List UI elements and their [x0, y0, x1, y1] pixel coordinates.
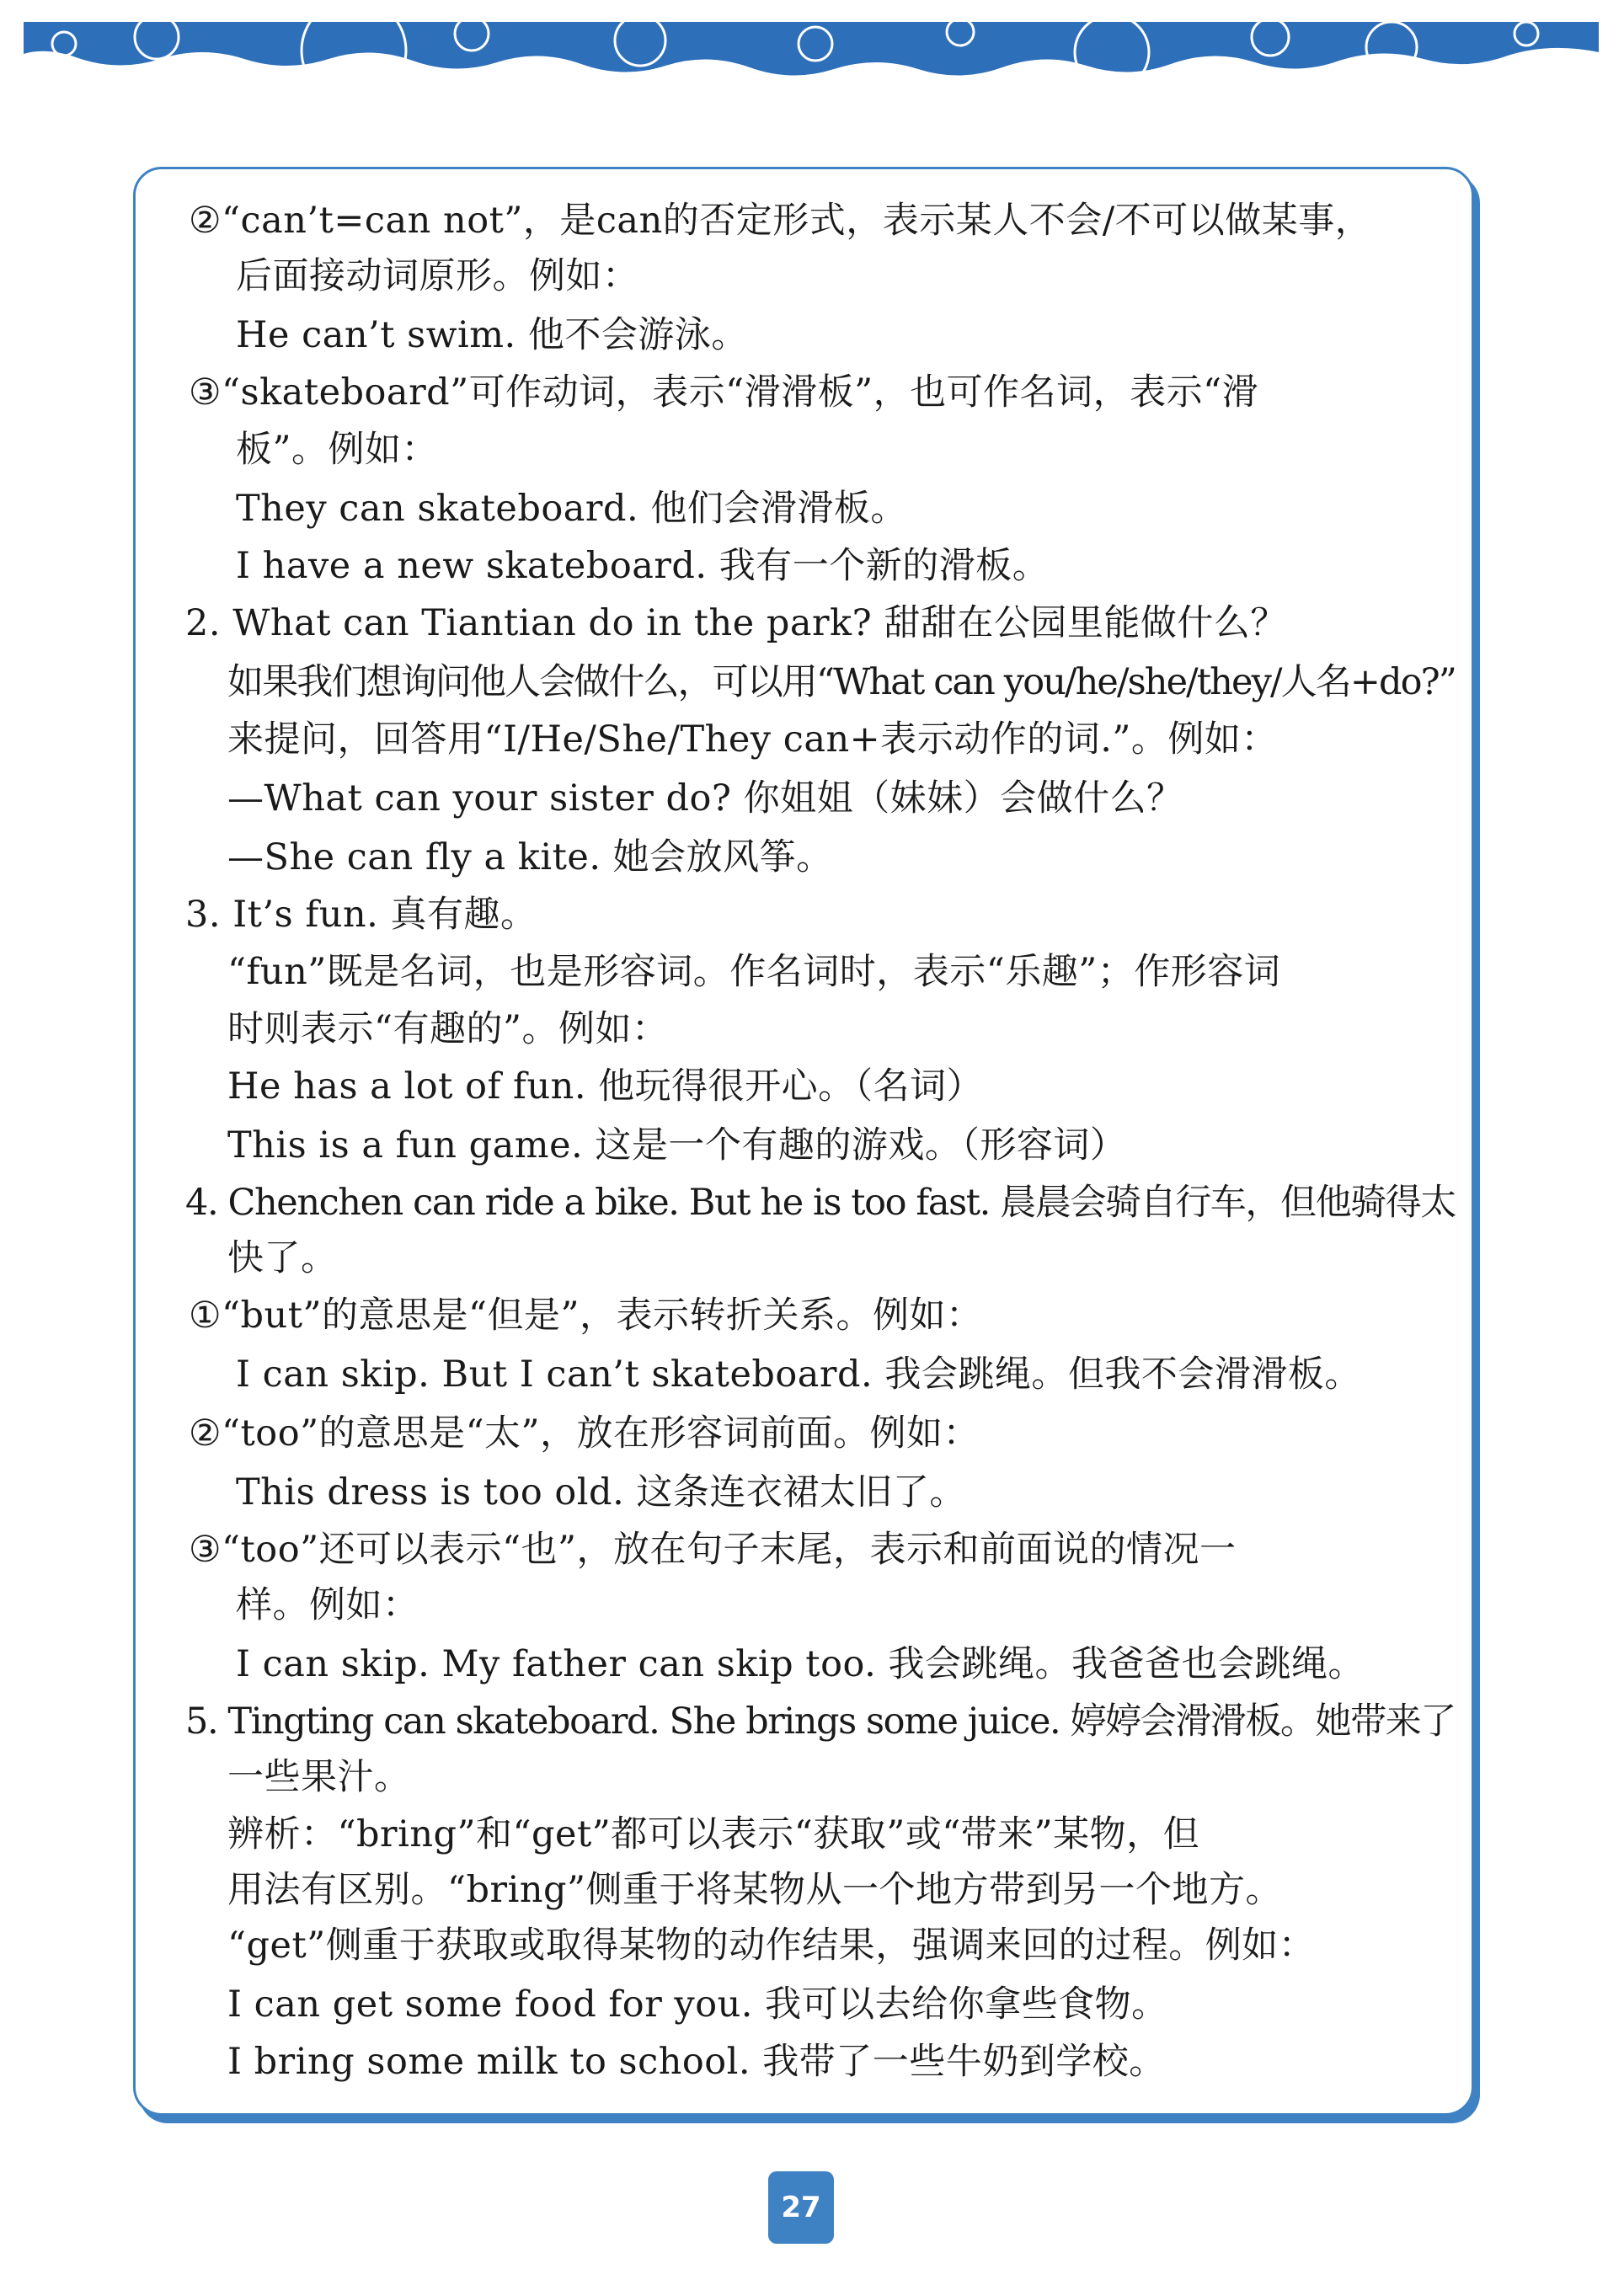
decorative-wave-band [0, 0, 1624, 93]
note-line: ③“too”还可以表示“也”，放在句子末尾，表示和前面说的情况一 [189, 1529, 1237, 1571]
note-line: 后面接动词原形。例如： [236, 255, 639, 297]
note-line: “get”侧重于获取或取得某物的动作结果，强调来回的过程。例如： [227, 1925, 1316, 1967]
example-line: —What can your sister do? 你姐姐（妹妹）会做什么？ [227, 777, 1183, 820]
note-line: 辨析：“bring”和“get”都可以表示“获取”或“带来”某物，但 [227, 1813, 1200, 1855]
note-line: ③“skateboard”可作动词，表示“滑滑板”，也可作名词，表示“滑 [189, 371, 1259, 414]
example-line: —She can fly a kite. 她会放风筝。 [227, 836, 833, 878]
section-heading: 3. It’s fun. 真有趣。 [185, 894, 537, 936]
section-heading-cont: 一些果汁。 [227, 1756, 411, 1798]
note-line: 时则表示“有趣的”。例如： [227, 1008, 669, 1050]
note-line: ②“can’t=can not”，是can的否定形式，表示某人不会/不可以做某事， [189, 200, 1372, 242]
section-heading: 5. Tingting can skateboard. She brings some juice. 婷婷会滑滑板。她带来了 [185, 1700, 1456, 1743]
example-line: I have a new skateboard. 我有一个新的滑板。 [236, 545, 1050, 587]
example-line: I can skip. My father can skip too. 我会跳绳。我爸爸也会跳绳。 [236, 1643, 1365, 1685]
example-line: He can’t swim. 他不会游泳。 [236, 314, 748, 356]
section-heading-cont: 快了。 [227, 1237, 338, 1279]
page-number: 27 [768, 2171, 834, 2244]
example-line: They can skateboard. 他们会滑滑板。 [236, 488, 907, 530]
note-line: 来提问，回答用“I/He/She/They can+表示动作的词.”。例如： [227, 718, 1278, 761]
note-line: 如果我们想询问他人会做什么，可以用“What can you/he/she/they/人名+do?” [227, 661, 1456, 703]
note-line: “fun”既是名词，也是形容词。作名词时，表示“乐趣”；作形容词 [227, 951, 1281, 993]
example-line: I can get some food for you. 我可以去给你拿些食物。 [227, 1983, 1168, 2026]
example-line: This is a fun game. 这是一个有趣的游戏。（形容词） [227, 1124, 1127, 1167]
example-line: This dress is too old. 这条连衣裙太旧了。 [236, 1471, 966, 1514]
example-line: I bring some milk to school. 我带了一些牛奶到学校。 [227, 2041, 1166, 2083]
example-line: He has a lot of fun. 他玩得很开心。（名词） [227, 1065, 984, 1108]
section-heading: 4. Chenchen can ride a bike. But he is too fast. 晨晨会骑自行车，但他骑得太 [185, 1182, 1456, 1224]
section-heading: 2. What can Tiantian do in the park? 甜甜在公园里能做什么？ [185, 602, 1287, 644]
example-line: I can skip. But I can’t skateboard. 我会跳绳。但我不会滑滑板。 [236, 1353, 1361, 1396]
note-line: ②“too”的意思是“太”，放在形容词前面。例如： [189, 1412, 980, 1455]
note-line: 用法有区别。“bring”侧重于将某物从一个地方带到另一个地方。 [227, 1869, 1283, 1911]
note-line: ①“but”的意思是“但是”，表示转折关系。例如： [189, 1295, 983, 1337]
note-line: 板”。例如： [236, 429, 438, 471]
note-line: 样。例如： [236, 1584, 419, 1626]
